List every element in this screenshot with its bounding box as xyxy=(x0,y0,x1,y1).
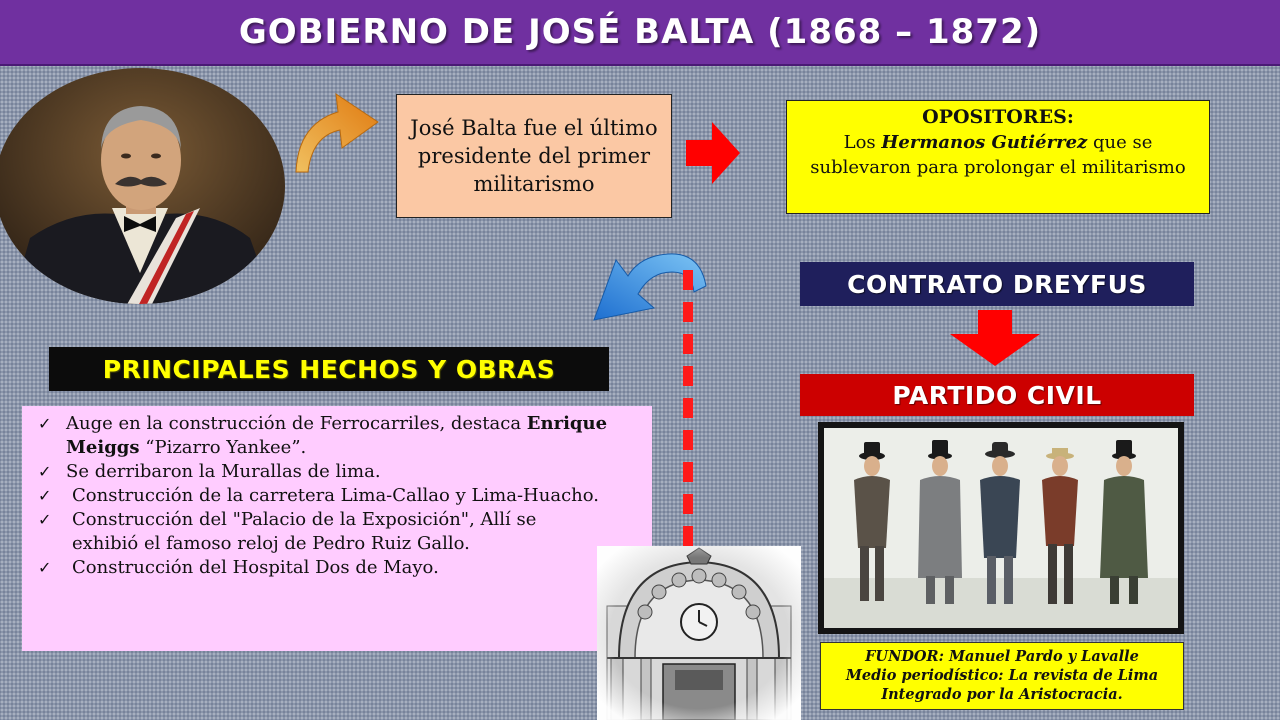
partido-civil-text: PARTIDO CIVIL xyxy=(892,380,1102,410)
intro-text: José Balta fue el último presidente del primer militarismo xyxy=(410,116,658,196)
orange-curved-arrow-icon xyxy=(290,84,382,176)
jose-balta-portrait xyxy=(0,68,286,308)
gentlemen-illustration xyxy=(824,428,1178,628)
fact-text: Construcción del Hospital Dos de Mayo. xyxy=(72,557,439,578)
fact-text-after: “Pizarro Yankee”. xyxy=(139,437,307,458)
fact-text: Construcción de la carretera Lima-Callao y Lima-Huacho. xyxy=(72,485,599,506)
medio-periodistico-text: Medio periodístico: La revista de Lima xyxy=(845,667,1159,684)
checkmark-icon: ✓ xyxy=(38,510,52,529)
opositores-highlight: Hermanos Gutiérrez xyxy=(881,132,1088,153)
red-right-arrow-icon xyxy=(686,122,740,184)
opositores-text-after: que se sublevaron para prolongar el militarismo xyxy=(810,132,1186,178)
fundador-text: FUNDOR: Manuel Pardo y Lavalle xyxy=(865,648,1139,665)
fact-text: Construcción del "Palacio de la Exposición", Allí se exhibió el famoso reloj de Pedro Ruiz Gallo. xyxy=(72,509,537,554)
red-down-arrow-icon xyxy=(950,310,1040,366)
list-item xyxy=(32,412,644,460)
fact-highlight: Enrique Meiggs xyxy=(66,413,608,458)
partido-civil-label xyxy=(800,374,1194,416)
checkmark-icon: ✓ xyxy=(38,486,52,505)
fact-text: Auge en la construcción de Ferrocarriles, destaca xyxy=(66,413,527,434)
checkmark-icon: ✓ xyxy=(38,558,52,577)
page-title: GOBIERNO DE JOSÉ BALTA (1868 – 1872) xyxy=(238,12,1042,52)
title-bar xyxy=(0,0,1280,66)
list-item xyxy=(32,484,644,508)
principales-hechos-label xyxy=(49,347,609,391)
list-item xyxy=(32,556,644,580)
checkmark-icon: ✓ xyxy=(38,462,52,481)
fundador-box xyxy=(820,642,1184,710)
opositores-title: OPOSITORES: xyxy=(922,106,1074,128)
list-item xyxy=(32,508,644,556)
dashed-connector-line xyxy=(683,270,693,560)
integrado-text: Integrado por la Aristocracia. xyxy=(881,686,1123,703)
checkmark-icon: ✓ xyxy=(38,414,52,433)
opositores-text-before: Los xyxy=(843,132,882,153)
principales-hechos-text: PRINCIPALES HECHOS Y OBRAS xyxy=(102,354,556,384)
partido-civil-image xyxy=(818,422,1184,634)
list-item xyxy=(32,460,644,484)
palacio-exposicion-image xyxy=(597,546,801,720)
facts-list xyxy=(22,406,652,651)
fact-text: Se derribaron la Murallas de lima. xyxy=(66,461,381,482)
opositores-box xyxy=(786,100,1210,214)
intro-box xyxy=(396,94,672,218)
contrato-dreyfus-text: CONTRATO DREYFUS xyxy=(847,269,1147,299)
contrato-dreyfus-label xyxy=(800,262,1194,306)
